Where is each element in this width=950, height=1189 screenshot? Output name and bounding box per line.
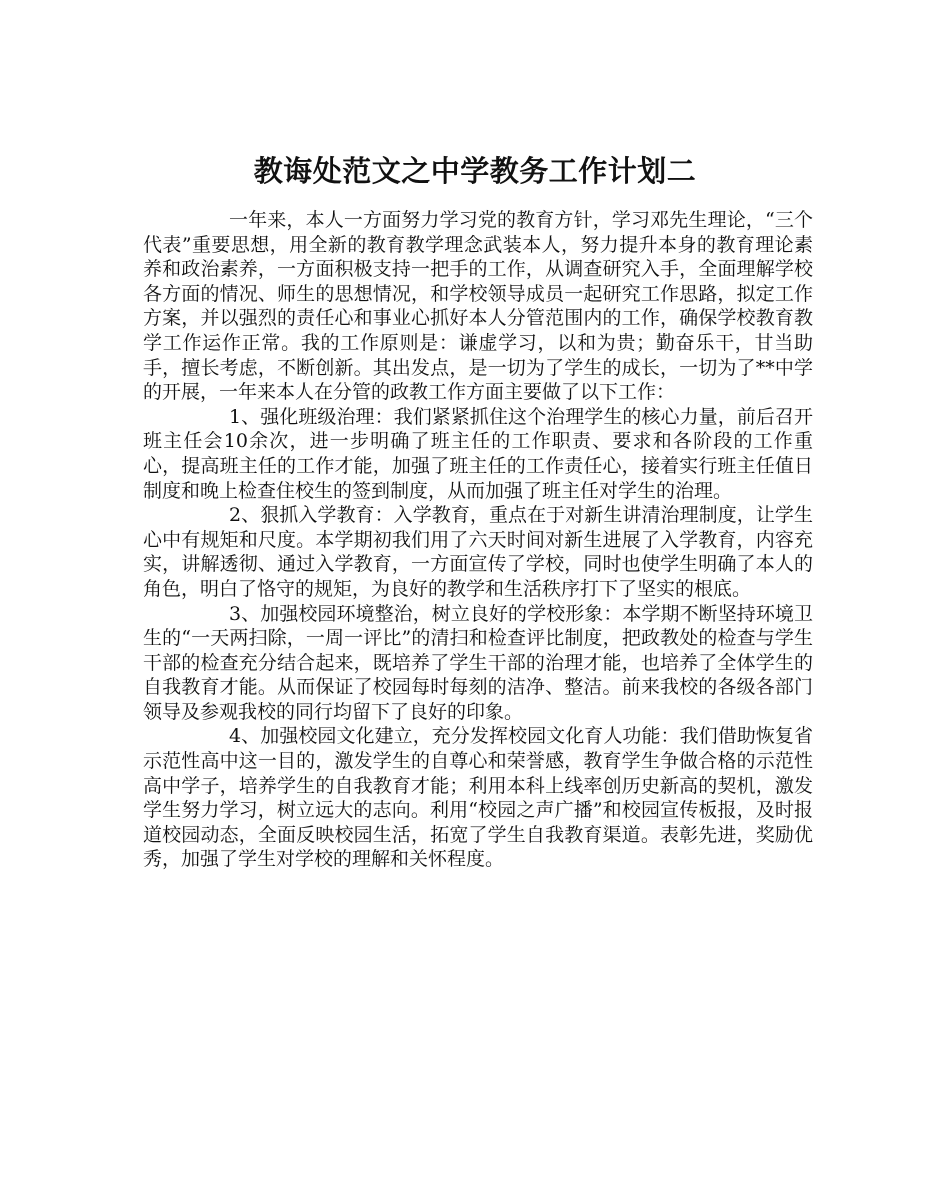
paragraph-enrollment-education: 2、狠抓入学教育：入学教育，重点在于对新生讲清治理制度，让学生心中有规矩和尺度。本学期初我们用了六天时间对新生进展了入学教育，内容充实，讲解透彻、通过入学教育，一方面宣传了学校，同时也使学生明确了本人的角色，明白了恪守的规矩，为良好的教学和生活秩序打下了坚实的根底。 <box>143 504 813 600</box>
paragraph-campus-environment: 3、加强校园环境整治，树立良好的学校形象：本学期不断坚持环境卫生的“一天两扫除，一周一评比”的清扫和检查评比制度，把政教处的检查与学生干部的检查充分结合起来，既培养了学生干部的治理才能，也培养了全体学生的自我教育才能。从而保证了校园每时每刻的洁净、整洁。前来我校的各级各部门领导及参观我校的同行均留下了良好的印象。 <box>143 602 813 723</box>
paragraph-campus-culture: 4、加强校园文化建立，充分发挥校园文化育人功能：我们借助恢复省示范性高中这一目的，激发学生的自尊心和荣誉感，教育学生争做合格的示范性高中学子，培养学生的自我教育才能；利用本科上线率创历史新高的契机，激发学生努力学习，树立远大的志向。利用“校园之声广播”和校园宣传板报，及时报道校园动态，全面反映校园生活，拓宽了学生自我教育渠道。表彰先进，奖励优秀，加强了学生对学校的理解和关怀程度。 <box>143 725 813 871</box>
document-body <box>143 208 813 872</box>
document-title: 教诲处范文之中学教务工作计划二 <box>253 154 697 189</box>
paragraph-intro: 一年来，本人一方面努力学习党的教育方针，学习邓先生理论，“三个代表”重要思想，用全新的教育教学理念武装本人，努力提升本身的教育理论素养和政治素养，一方面积极支持一把手的工作，从调查研究入手，全面理解学校各方面的情况、师生的思想情况，和学校领导成员一起研究工作思路，拟定工作方案，并以强烈的责任心和事业心抓好本人分管范围内的工作，确保学校教育教学工作运作正常。我的工作原则是：谦虚学习，以和为贵；勤奋乐干，甘当助手，擅长考虑，不断创新。其出发点，是一切为了学生的成长，一切为了**中学的开展，一年来本人在分管的政教工作方面主要做了以下工作： <box>143 209 813 404</box>
paragraph-class-management: 1、强化班级治理：我们紧紧抓住这个治理学生的核心力量，前后召开班主任会10余次，进一步明确了班主任的工作职责、要求和各阶段的工作重心，提高班主任的工作才能，加强了班主任的工作责任心，接着实行班主任值日制度和晚上检查住校生的签到制度，从而加强了班主任对学生的治理。 <box>143 405 813 502</box>
